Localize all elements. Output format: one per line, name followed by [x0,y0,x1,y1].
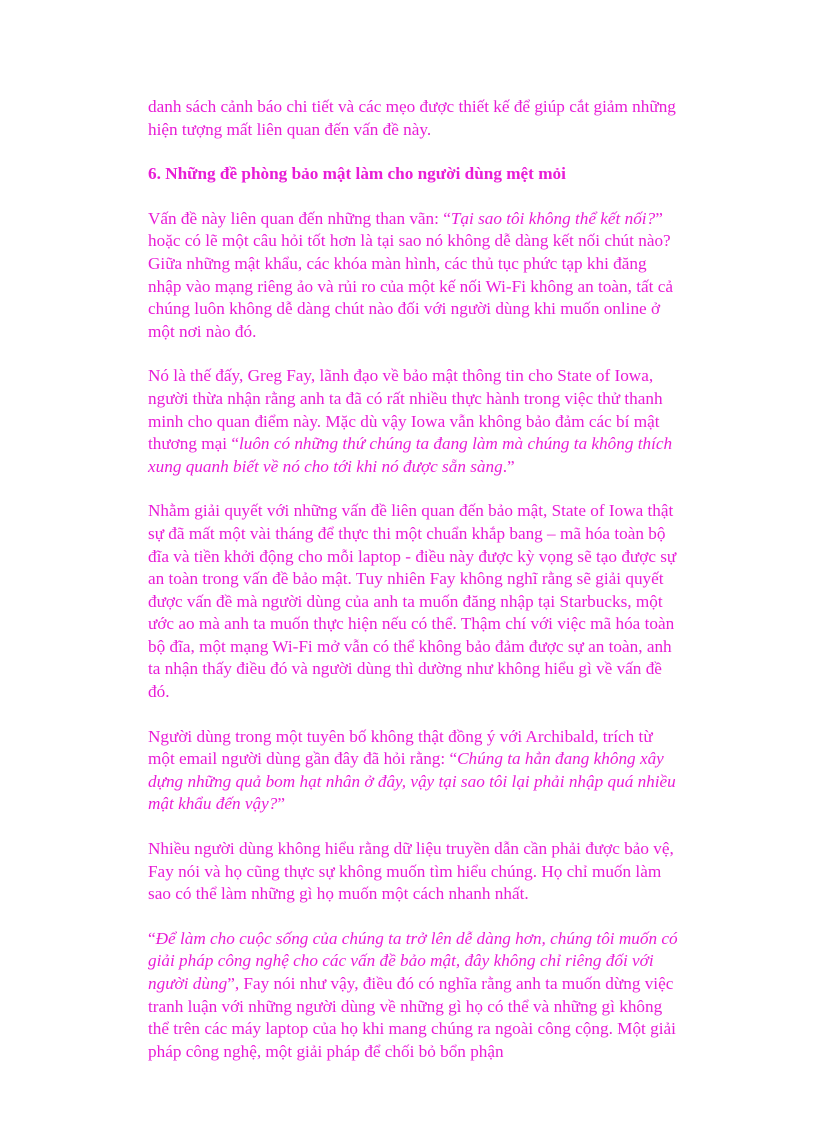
paragraph-2-text-a: Nó là thế đấy, Greg Fay, lãnh đạo về bảo mật thông tin cho State of Iowa, người thừa nhận rằng anh ta đã có rất nhiều thực hành trong việc thử thanh minh cho quan điểm này. Mặc dù vậy Iowa vẫn không bảo đảm các bí mật thương mại “ [148,366,663,454]
paragraph-6 [148,928,678,1064]
paragraph-1 [148,208,678,344]
paragraph-2-quote: luôn có những thứ chúng ta đang làm mà chúng ta không thích xung quanh biết về nó cho tới khi nó được sẵn sàng [148,434,673,476]
paragraph-6-text-a: “ [148,928,156,948]
paragraph-1-text-c: ” hoặc có lẽ một câu hỏi tốt hơn là tại sao nó không dễ dàng kết nối chút nào? Giữa những mật khẩu, các khóa màn hình, các thủ tục phức tạp khi đăng nhập vào mạng riêng ảo và rủi ro của một kế nối Wi-Fi không an toàn, tất cả chúng luôn không dễ dàng chút nào đối với người dùng khi muốn online ở một nơi nào đó. [148,208,673,341]
paragraph-2-text-c: .” [502,456,515,476]
document-page [148,96,678,1085]
paragraph-1-quote: Tại sao tôi không thể kết nối? [450,208,656,228]
section-heading: 6. Những đề phòng bảo mật làm cho người dùng mệt mỏi [148,164,566,184]
paragraph-4-text-c: ” [277,794,285,814]
paragraph-4-quote: Chúng ta hẳn đang không xây dựng những quả bom hạt nhân ở đây, vậy tại sao tôi lại phải nhập quá nhiều mật khẩu đến vậy? [148,749,676,814]
paragraph-5: Nhiều người dùng không hiểu rằng dữ liệu truyền dẫn cần phải được bảo vệ, Fay nói và họ cũng thực sự không muốn tìm hiểu chúng. Họ chỉ muốn làm sao có thể làm những gì họ muốn một cách nhanh nhất. [148,839,674,904]
paragraph-2 [148,365,678,478]
paragraph-6-quote: Để làm cho cuộc sống của chúng ta trở lên dễ dàng hơn, chúng tôi muốn có giải pháp công nghệ cho các vấn đề bảo mật, đây không chỉ riêng đối với người dùng [148,928,678,993]
paragraph-1-text-a: Vấn đề này liên quan đến những than vãn: “ [148,208,451,228]
paragraph-3: Nhằm giải quyết với những vấn đề liên quan đến bảo mật, State of Iowa thật sự đã mất một vài tháng để thực thi một chuẩn khắp bang – mã hóa toàn bộ đĩa và tiền khởi động cho mỗi laptop - điều này được kỳ vọng sẽ tạo được sự an toàn trong vấn đề bảo mật. Tuy nhiên Fay không nghĩ rằng sẽ giải quyết được vấn đề mà người dùng của anh ta muốn đăng nhập tại Starbucks, một ước ao mà anh ta muốn thực hiện nếu có thể. Thậm chí với việc mã hóa toàn bộ đĩa, một mạng Wi-Fi mở vẫn có thể không bảo đảm được sự an toàn, anh ta nhận thấy điều đó và người dùng thì dường như không hiểu gì về vấn đề đó. [148,501,677,702]
paragraph-intro: danh sách cảnh báo chi tiết và các mẹo được thiết kế để giúp cắt giảm những hiện tượng mất liên quan đến vấn đề này. [148,97,676,139]
paragraph-4 [148,726,678,816]
paragraph-4-text-a: Người dùng trong một tuyên bố không thật đồng ý với Archibald, trích từ một email người dùng gần đây đã hỏi rằng: “ [148,726,653,769]
paragraph-6-text-c: ”, Fay nói như vậy, điều đó có nghĩa rằng anh ta muốn dừng việc tranh luận với những người dùng về những gì họ có thể và những gì không thể trên các máy laptop của họ khi mang chúng ra ngoài công cộng. Một giải pháp công nghệ, một giải pháp để chối bỏ bổn phận [148,974,676,1061]
